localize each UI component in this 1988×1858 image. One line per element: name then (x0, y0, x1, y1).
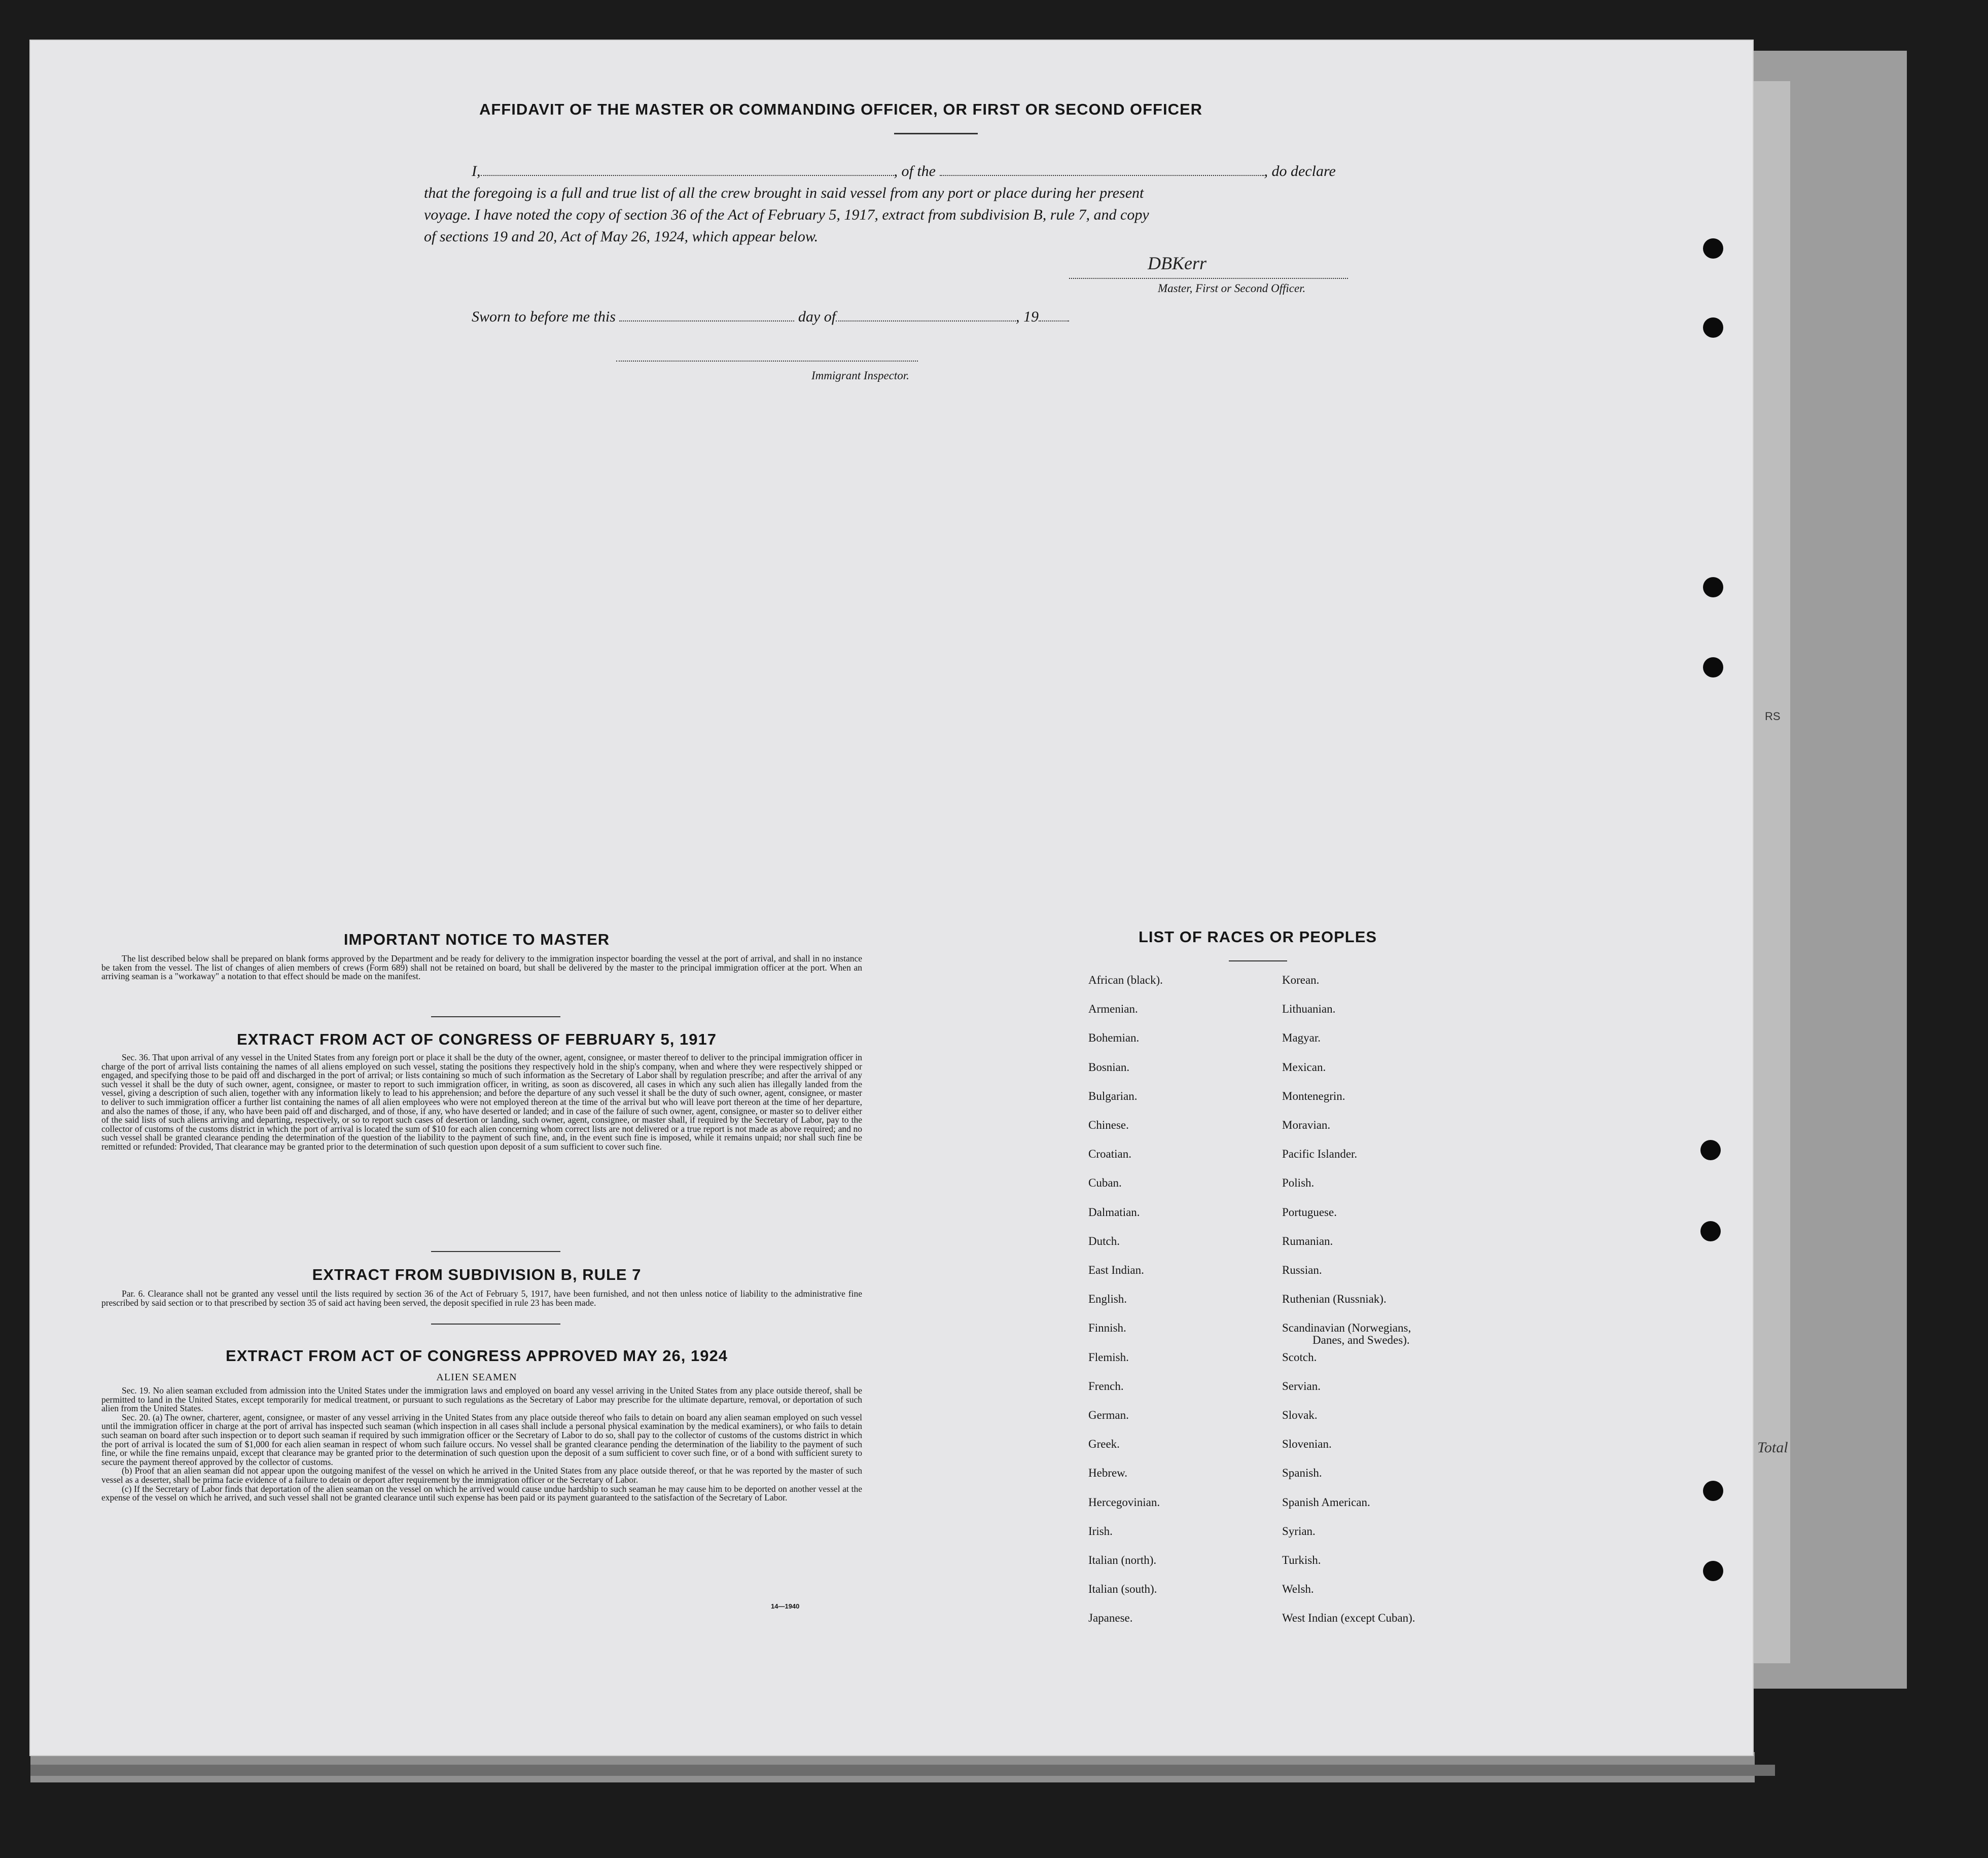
race-item: Italian (north). (1088, 1554, 1157, 1566)
inspector-caption: Immigrant Inspector. (811, 369, 909, 382)
extract-1924-sec19: Sec. 19. No alien seaman excluded from admission into the United States under the immigration laws and employed on board any vessel arriving in the United States from any place outside thereof, shall be permitted to land in the United States, except temporarily for medical treatment, or pursuant to such regulations as the Secretary of Labor may prescribe for the ultimate departure, removal, or deportation of such alien from the United States. (101, 1385, 862, 1414)
race-item: Dalmatian. (1088, 1205, 1140, 1219)
affidavit-line-2: that the foregoing is a full and true list of all the crew brought in said vessel from any port or place during her present (424, 185, 1144, 201)
race-item: Cuban. (1088, 1176, 1122, 1190)
race-item: Irish. (1088, 1524, 1113, 1538)
notice-paragraph: The list described below shall be prepared on blank forms approved by the Department and be ready for delivery to the immigration inspector boarding the vessel at the port of arrival, and shall in no instance be taken from the vessel. The list of changes of alien members of crews (Form 689) shall not be retained on board, but shall be delivered by the master to the principal immigration officer at the port. When an arriving seaman is a "workaway" a notation to that effect should be made on the manifest. (101, 953, 862, 982)
race-item: Servian. (1282, 1379, 1321, 1392)
race-item: Finnish. (1088, 1321, 1126, 1335)
affidavit-line-1 (472, 163, 1336, 180)
race-item: Dutch. (1088, 1234, 1120, 1247)
races-title: LIST OF RACES OR PEOPLES (1138, 928, 1377, 946)
section-rule (431, 1016, 560, 1017)
race-item-continuation: Danes, and Swedes). (1312, 1334, 1410, 1347)
section-rule (431, 1324, 560, 1325)
affidavit-line-4: of sections 19 and 20, Act of May 26, 1924, which appear below. (424, 228, 819, 245)
extract-rule7-title: EXTRACT FROM SUBDIVISION B, RULE 7 (312, 1266, 642, 1283)
margin-total-label: Total (1757, 1439, 1788, 1456)
sworn-day-of: day of (798, 308, 836, 325)
punch-hole (1703, 1561, 1723, 1581)
race-item: Pacific Islander. (1282, 1148, 1358, 1161)
extract-1917-title: EXTRACT FROM ACT OF CONGRESS OF FEBRUARY 5, 1917 (237, 1030, 717, 1048)
races-title-rule (1229, 960, 1287, 961)
master-name-blank[interactable] (481, 165, 894, 176)
race-item: German. (1088, 1409, 1129, 1421)
race-item: Bosnian. (1088, 1060, 1130, 1074)
race-item: Ruthenian (Russniak). (1282, 1293, 1387, 1306)
master-signature: DBKerr (1148, 253, 1206, 273)
extract-1924-text (101, 1386, 862, 1503)
race-item: Welsh. (1282, 1583, 1314, 1596)
punch-hole (1703, 317, 1723, 338)
document-page (29, 40, 1754, 1756)
race-item: Lithuanian. (1282, 1003, 1336, 1016)
race-item: English. (1088, 1293, 1127, 1306)
race-item: Hebrew. (1088, 1467, 1128, 1480)
affidavit-of-the: , of the (894, 163, 936, 180)
sworn-line (472, 308, 1069, 326)
sworn-day-blank[interactable] (619, 310, 794, 321)
race-item: Magyar. (1282, 1031, 1321, 1045)
race-item: Mexican. (1282, 1060, 1326, 1074)
race-item: Portuguese. (1282, 1205, 1337, 1219)
race-item: Russian. (1282, 1264, 1322, 1276)
race-item: Hercegovinian. (1088, 1495, 1160, 1509)
inspector-signature-rule (616, 361, 918, 362)
signature-rule (1069, 278, 1348, 279)
extract-1924-sec20b: (b) Proof that an alien seaman did not appear upon the outgoing manifest of the vessel on which he arrived in the United States from any place outside thereof, or that he was reported by the master of such vessel as a deserter, shall be prima facie evidence of a failure to detain or deport after requirement by the immigration officer or the Secretary of Labor. (101, 1466, 862, 1485)
notice-text (101, 954, 862, 981)
race-item: Japanese. (1088, 1612, 1133, 1625)
race-item: Scandinavian (Norwegians, (1282, 1321, 1411, 1335)
vessel-name-blank[interactable] (940, 165, 1264, 176)
race-item: African (black). (1088, 974, 1163, 986)
race-item: Armenian. (1088, 1003, 1138, 1016)
race-item: Korean. (1282, 974, 1320, 986)
extract-1924-sec20c: (c) If the Secretary of Labor finds that deportation of the alien seaman on the vessel on which he arrived would cause undue hardship to such seaman he may cause him to be deported on another vessel at the expense of the vessel on which he arrived, and such vessel shall not be granted clearance until such expense has been paid or its payment guaranteed to the satisfaction of the Secretary of Labor. (101, 1483, 862, 1503)
bottom-sheet-shadow (30, 1765, 1775, 1776)
title-rule (894, 133, 978, 134)
race-item: Slovak. (1282, 1409, 1318, 1421)
affidavit-do-declare: , do declare (1264, 163, 1336, 180)
race-item: Bohemian. (1088, 1031, 1140, 1045)
extract-1924-title: EXTRACT FROM ACT OF CONGRESS APPROVED MAY 26, 1924 (226, 1347, 728, 1365)
race-item: Chinese. (1088, 1119, 1129, 1131)
race-item: Flemish. (1088, 1350, 1129, 1364)
notice-title: IMPORTANT NOTICE TO MASTER (343, 931, 610, 948)
race-item: Syrian. (1282, 1524, 1316, 1538)
race-item: East Indian. (1088, 1264, 1144, 1276)
extract-1917-paragraph: Sec. 36. That upon arrival of any vessel in the United States from any foreign port or place it shall be the duty of the owner, agent, consignee, or master thereof to deliver to the principal immigration officer in charge of the port of arrival lists containing the names of all aliens employed on such vessel, stating the positions they respectively hold in the ship's company, when and where they were respectively shipped or engaged, and specifying those to be paid off and discharged in the port of arrival; or lists containing so much of such information as the Secretary of Labor shall by regulation prescribe; and after the arrival of any such vessel it shall be the duty of such owner, agent, consignee, or master to report to such immigration officer, in writing, as soon as discovered, all cases in which any such alien has illegally landed from the vessel, giving a description of such alien, together with any information likely to lead to his apprehension; and before the departure of any such vessel it shall be the duty of such owner, agent, consignee, or master to deliver to such immigration officer a further list containing the names of all alien employees who were not employed thereon at the time of the arrival but who will leave port thereon at the time of her departure, and also the names of those, if any, who have been paid off and discharged, and of those, if any, who have deserted or landed; and in case of the failure of such owner, agent, consignee, or master so to deliver either of the said lists of such aliens arriving and departing, respectively, or so to report such cases of desertion or landing, such owner, agent, consignee, or master shall, if required by the Secretary of Labor, pay to the collector of customs of the customs district in which the port of arrival is located the sum of $10 for each alien concerning whom correct lists are not delivered or a true report is not made as above required; and no such vessel shall be granted clearance pending the determination of the question of the liability to the payment of such fine, and, in the event such fine is imposed, while it remains unpaid; nor shall such fine be remitted or refunded: Provided, That clearance may be granted prior to the determination of such question upon deposit of a sum sufficient to cover such fine. (101, 1052, 862, 1152)
race-item: Montenegrin. (1282, 1089, 1345, 1102)
race-item: Croatian. (1088, 1148, 1131, 1161)
sworn-prefix: Sworn to before me this (472, 308, 616, 325)
punch-hole (1703, 1481, 1723, 1501)
punch-hole (1700, 1140, 1721, 1160)
race-item: Italian (south). (1088, 1583, 1157, 1596)
sworn-year: , 19 (1016, 308, 1039, 325)
race-item: Scotch. (1282, 1350, 1317, 1364)
extract-1924-sec20a: Sec. 20. (a) The owner, charterer, agent, consignee, or master of any vessel arriving in the United States from any place outside thereof who fails to detain on board any alien seaman employed on such vessel until the immigration officer in charge at the port of arrival has inspected such seaman (which inspection in all cases shall include a personal physical examination by the medical examiners), or who fails to detain such seaman on board after such inspection or to deport such seaman if required by such immigration officer or the Secretary of Labor to do so, shall pay to the collector of customs of the customs district in which the port of arrival is located the sum of $1,000 for each alien seaman in respect of whom such failure occurs. No vessel shall be granted clearance pending the determination of the liability to the payment of such fine, or while the fine remains unpaid, except that clearance may be granted prior to the determination of such question upon the deposit of a sum sufficient to cover such fine, or of a bond with sufficient surety to secure the payment thereof approved by the collector of customs. (101, 1412, 862, 1467)
race-item: Bulgarian. (1088, 1089, 1138, 1102)
race-item: Moravian. (1282, 1119, 1331, 1131)
signature-caption: Master, First or Second Officer. (1158, 282, 1306, 295)
affidavit-title: AFFIDAVIT OF THE MASTER OR COMMANDING OFFICER, OR FIRST OR SECOND OFFICER (479, 100, 1203, 118)
race-item: Rumanian. (1282, 1234, 1333, 1247)
section-rule (431, 1251, 560, 1252)
underlying-sheet-edge (1750, 81, 1790, 1663)
punch-hole (1703, 577, 1723, 597)
race-item: Spanish. (1282, 1467, 1322, 1480)
punch-hole (1700, 1221, 1721, 1241)
race-item: French. (1088, 1379, 1124, 1392)
race-item: Polish. (1282, 1176, 1315, 1190)
race-item: Greek. (1088, 1438, 1120, 1451)
affidavit-line-3: voyage. I have noted the copy of section 36 of the Act of February 5, 1917, extract from subdivision B, rule 7, and copy (424, 206, 1149, 223)
sworn-year-blank[interactable] (1039, 310, 1069, 321)
margin-rs-fragment: RS (1765, 710, 1781, 723)
punch-hole (1703, 657, 1723, 677)
form-number: 14—1940 (771, 1602, 800, 1610)
race-item: Spanish American. (1282, 1495, 1370, 1509)
sworn-month-blank[interactable] (836, 310, 1016, 321)
extract-1917-text (101, 1053, 862, 1152)
race-item: Turkish. (1282, 1554, 1321, 1566)
alien-seamen-subtitle: ALIEN SEAMEN (436, 1372, 517, 1383)
extract-rule7-text (101, 1290, 862, 1307)
race-item: Slovenian. (1282, 1438, 1332, 1451)
affidavit-i: I, (472, 163, 481, 180)
punch-hole (1703, 238, 1723, 259)
race-item: West Indian (except Cuban). (1282, 1612, 1415, 1625)
extract-rule7-paragraph: Par. 6. Clearance shall not be granted any vessel until the lists required by section 36 of the Act of February 5, 1917, have been furnished, and not then unless notice of liability to the administrative fine prescribed by said section or to that prescribed by section 35 of said act having been served, the deposit specified in rule 23 has been made. (101, 1289, 862, 1308)
